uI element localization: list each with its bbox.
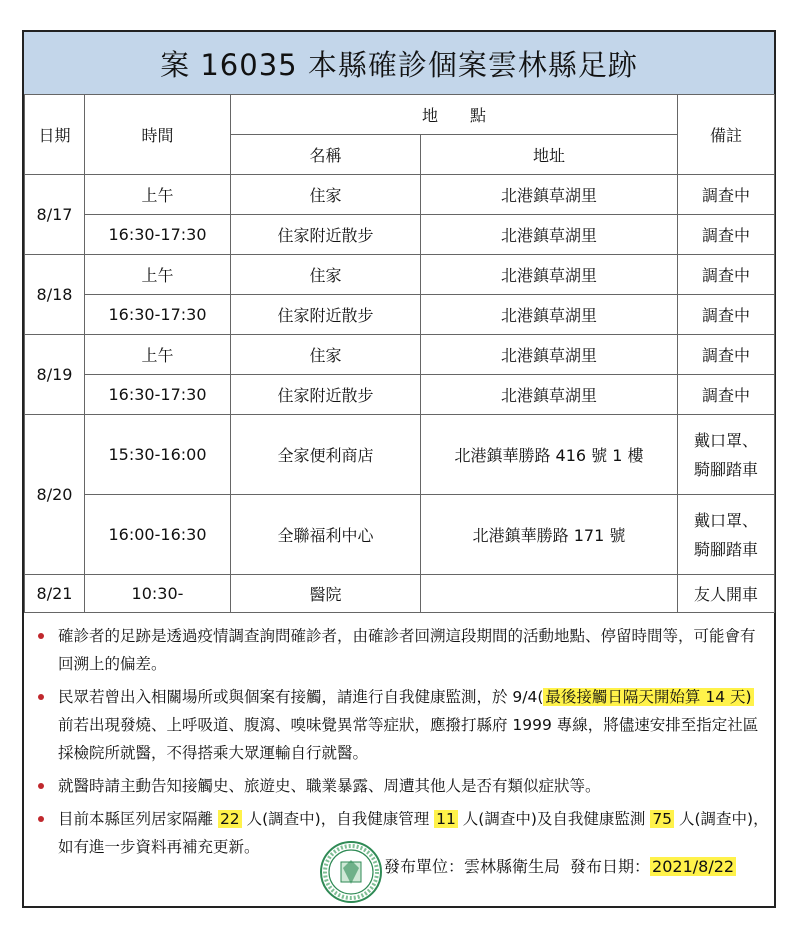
time-cell: 16:30-17:30: [85, 375, 231, 415]
note-cell: 調查中: [678, 175, 775, 215]
page-title: 案 16035 本縣確診個案雲林縣足跡: [24, 32, 774, 95]
address-cell: [421, 575, 678, 613]
table-header-row: [25, 95, 775, 135]
address-cell: 北港鎮草湖里: [421, 295, 678, 335]
header-date: 日期: [25, 95, 85, 175]
table-row: [25, 375, 775, 415]
name-cell: 住家: [231, 335, 421, 375]
time-cell: 15:30-16:00: [85, 415, 231, 495]
header-name: 名稱: [231, 135, 421, 175]
note-cell: 調查中: [678, 375, 775, 415]
address-cell: 北港鎮草湖里: [421, 215, 678, 255]
note-line: 騎腳踏車: [694, 539, 759, 559]
note-text: 目前本縣匡列居家隔離: [58, 810, 218, 828]
address-cell: 北港鎮草湖里: [421, 335, 678, 375]
time-cell: 16:00-16:30: [85, 495, 231, 575]
name-cell: 住家附近散步: [231, 375, 421, 415]
header-location: 地 點: [231, 95, 678, 135]
note-item: [34, 622, 769, 678]
time-cell: 上午: [85, 255, 231, 295]
note-item: [34, 683, 769, 767]
note-text: 民眾若曾出入相關場所或與個案有接觸，請進行自我健康監測，於 9/4(: [58, 688, 544, 706]
notes-section: [34, 622, 769, 866]
name-cell: 住家附近散步: [231, 295, 421, 335]
table-row: [25, 255, 775, 295]
table-row: [25, 215, 775, 255]
time-cell: 上午: [85, 335, 231, 375]
self-management-count: 11: [436, 810, 456, 828]
table-row: [25, 175, 775, 215]
table-row: [25, 495, 775, 575]
date-cell: 8/18: [25, 255, 85, 335]
document-frame: [22, 30, 776, 908]
header-note: 備註: [678, 95, 775, 175]
name-cell: 住家附近散步: [231, 215, 421, 255]
name-cell: 住家: [231, 255, 421, 295]
name-cell: 全家便利商店: [231, 415, 421, 495]
note-cell: 調查中: [678, 215, 775, 255]
note-text: 人(調查中)，如有進一步資料再補充更新。: [58, 810, 769, 856]
address-cell: 北港鎮草湖里: [421, 255, 678, 295]
note-cell: 調查中: [678, 335, 775, 375]
publish-date-label: 發布日期：: [570, 857, 651, 876]
date-cell: 8/20: [25, 415, 85, 575]
health-bureau-seal-icon: [319, 840, 383, 904]
publish-date-value: 2021/8/22: [652, 857, 735, 876]
name-cell: 全聯福利中心: [231, 495, 421, 575]
note-cell: 調查中: [678, 295, 775, 335]
time-cell: 10:30-: [85, 575, 231, 613]
footprint-table: [24, 94, 775, 613]
address-cell: 北港鎮草湖里: [421, 175, 678, 215]
note-item: [34, 772, 769, 800]
name-cell: 住家: [231, 175, 421, 215]
note-text: 人(調查中)，自我健康管理: [241, 810, 435, 828]
note-line: 戴口罩、: [694, 430, 759, 450]
note-text: 人(調查中)及自我健康監測: [457, 810, 651, 828]
time-cell: 上午: [85, 175, 231, 215]
note-cell: [678, 495, 775, 575]
address-cell: 北港鎮華勝路 171 號: [421, 495, 678, 575]
highlight-text: 最後接觸日隔天開始算 14 天): [545, 688, 752, 706]
publisher-line: [384, 854, 736, 877]
note-text: 確診者的足跡是透過疫情調查詢問確診者，由確診者回溯這段期間的活動地點、停留時間等，可能會有回溯上的偏差。: [58, 627, 756, 673]
quarantine-count: 22: [219, 810, 240, 828]
date-cell: 8/21: [25, 575, 85, 613]
address-cell: 北港鎮華勝路 416 號 1 樓: [421, 415, 678, 495]
note-text: 就醫時請主動告知接觸史、旅遊史、職業暴露、周遭其他人是否有類似症狀等。: [58, 777, 601, 795]
table-row: [25, 415, 775, 495]
note-line: 騎腳踏車: [694, 459, 759, 479]
table-row: [25, 335, 775, 375]
name-cell: 醫院: [231, 575, 421, 613]
table-row: [25, 575, 775, 613]
time-cell: 16:30-17:30: [85, 215, 231, 255]
publish-date: [570, 854, 736, 877]
date-cell: 8/19: [25, 335, 85, 415]
note-text: 前若出現發燒、上呼吸道、腹瀉、嗅味覺異常等症狀，應撥打縣府 1999 專線，將儘速安排至指定社區採檢院所就醫，不得搭乘大眾運輸自行就醫。: [58, 716, 759, 762]
header-time: 時間: [85, 95, 231, 175]
note-cell: 友人開車: [678, 575, 775, 613]
table-row: [25, 295, 775, 335]
note-cell: [678, 415, 775, 495]
time-cell: 16:30-17:30: [85, 295, 231, 335]
note-line: 戴口罩、: [694, 510, 759, 530]
publisher-label: 發布單位：雲林縣衛生局: [384, 857, 561, 876]
address-cell: 北港鎮草湖里: [421, 375, 678, 415]
note-cell: 調查中: [678, 255, 775, 295]
self-monitoring-count: 75: [652, 810, 673, 828]
header-address: 地址: [421, 135, 678, 175]
date-cell: 8/17: [25, 175, 85, 255]
note-item: [34, 805, 769, 861]
